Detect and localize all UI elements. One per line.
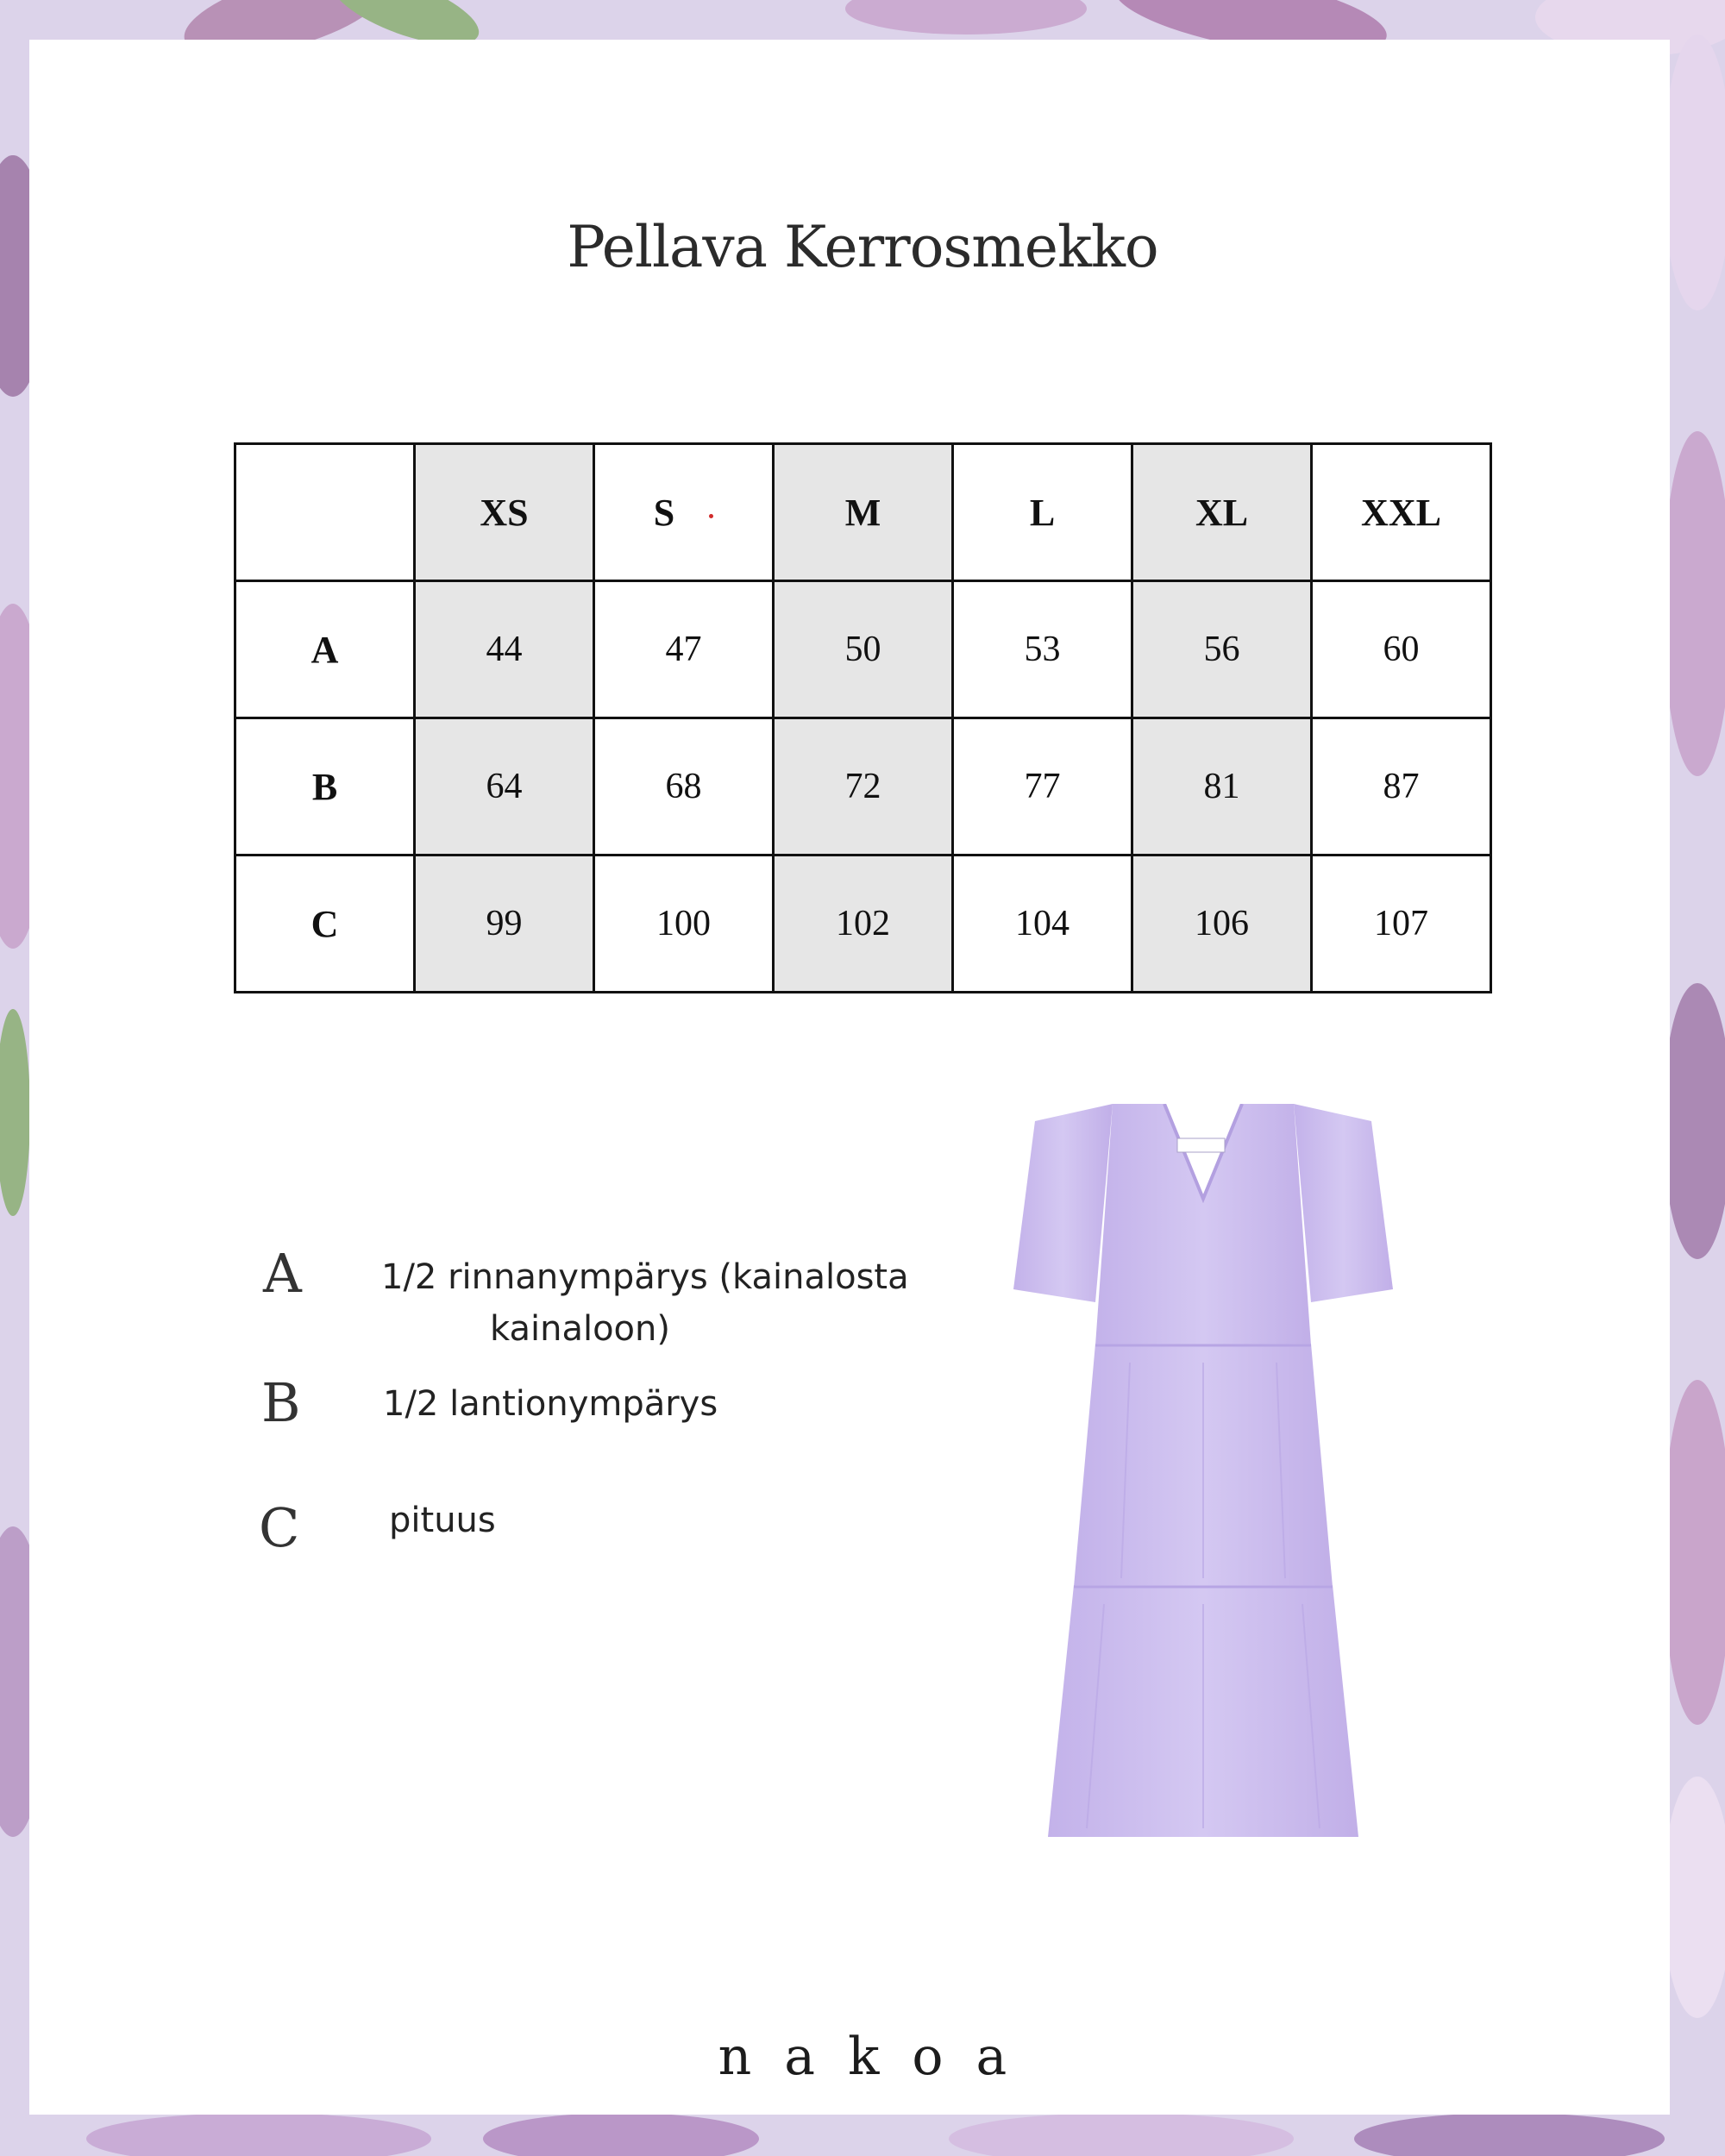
table-cell: 60 bbox=[1312, 581, 1491, 718]
table-cell: 104 bbox=[953, 856, 1132, 993]
table-cell: 81 bbox=[1132, 718, 1312, 856]
table-cell: 64 bbox=[415, 718, 594, 856]
right-sleeve bbox=[1294, 1104, 1393, 1302]
legend-text-b: 1/2 lantionympärys bbox=[383, 1384, 718, 1424]
legend-letter-a: A bbox=[263, 1242, 302, 1305]
table-row bbox=[235, 856, 1491, 993]
table-cell: 87 bbox=[1312, 718, 1491, 856]
legend-letter-b: B bbox=[261, 1371, 301, 1434]
table-cell: 53 bbox=[953, 581, 1132, 718]
size-header-m: M bbox=[774, 444, 953, 581]
size-table bbox=[234, 442, 1492, 993]
table-cell: 100 bbox=[594, 856, 774, 993]
dress-image bbox=[1000, 1104, 1406, 1880]
petal bbox=[1663, 1777, 1725, 2018]
size-header-xs: XS bbox=[415, 444, 594, 581]
table-header-row bbox=[235, 444, 1491, 581]
table-row bbox=[235, 581, 1491, 718]
table-cell: 72 bbox=[774, 718, 953, 856]
leaf bbox=[0, 1009, 30, 1216]
petal bbox=[1663, 983, 1725, 1259]
size-header-xl: XL bbox=[1132, 444, 1312, 581]
row-label-c: C bbox=[235, 856, 415, 993]
red-dot-mark bbox=[709, 514, 713, 518]
label-tag bbox=[1177, 1138, 1225, 1152]
petal bbox=[86, 2113, 431, 2156]
petal bbox=[845, 0, 1087, 34]
legend-text-a-line1: 1/2 rinnanympärys (kainalosta bbox=[381, 1257, 909, 1297]
table-cell: 68 bbox=[594, 718, 774, 856]
petal bbox=[483, 2113, 759, 2156]
table-cell: 107 bbox=[1312, 856, 1491, 993]
row-label-b: B bbox=[235, 718, 415, 856]
table-cell: 47 bbox=[594, 581, 774, 718]
petal bbox=[1354, 2113, 1665, 2156]
legend-text-a-line2: kainaloon) bbox=[490, 1309, 670, 1349]
table-row bbox=[235, 718, 1491, 856]
table-cell: 102 bbox=[774, 856, 953, 993]
table-cell: 77 bbox=[953, 718, 1132, 856]
legend-text-c: pituus bbox=[389, 1501, 496, 1540]
table-cell: 44 bbox=[415, 581, 594, 718]
table-cell: 50 bbox=[774, 581, 953, 718]
table-corner-cell bbox=[235, 444, 415, 581]
petal bbox=[1663, 431, 1725, 776]
legend-letter-c: C bbox=[259, 1496, 300, 1559]
size-header-xxl: XXL bbox=[1312, 444, 1491, 581]
petal bbox=[1663, 1380, 1725, 1725]
brand-logo: nakoa bbox=[718, 2027, 1040, 2087]
table-cell: 56 bbox=[1132, 581, 1312, 718]
left-sleeve bbox=[1013, 1104, 1113, 1302]
table-cell: 99 bbox=[415, 856, 594, 993]
petal bbox=[949, 2113, 1294, 2156]
row-label-a: A bbox=[235, 581, 415, 718]
content-card bbox=[29, 40, 1670, 2115]
table-cell: 106 bbox=[1132, 856, 1312, 993]
size-header-s: S bbox=[594, 444, 774, 581]
page-title: Pellava Kerrosmekko bbox=[567, 214, 1158, 280]
size-header-l: L bbox=[953, 444, 1132, 581]
